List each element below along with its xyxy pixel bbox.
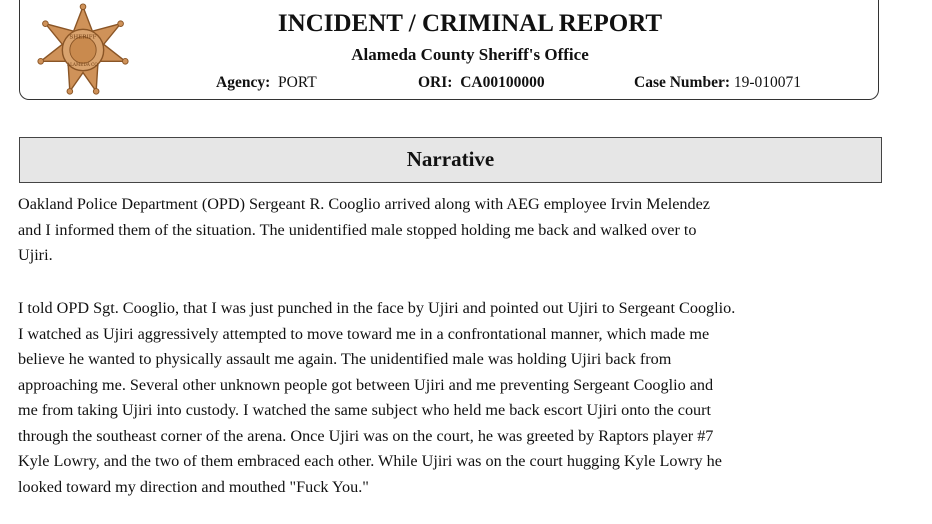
narrative-line: and I informed them of the situation. The unidentified male stopped holding me back and walked over to bbox=[18, 220, 697, 239]
narrative-line: Oakland Police Department (OPD) Sergeant R. Cooglio arrived along with AEG employee Irvin Melendez bbox=[18, 195, 710, 213]
narrative-line: Kyle Lowry, and the two of them embraced each other. While Ujiri was on the court hugging Kyle Lowry he bbox=[18, 452, 722, 470]
narrative-line: through the southeast corner of the arena. Once Ujiri was on the court, he was greeted by Raptors player #7 bbox=[18, 426, 714, 445]
narrative-line: believe he wanted to physically assault me again. The unidentified male was holding Ujiri back from bbox=[18, 350, 672, 368]
narrative-line: I told OPD Sgt. Cooglio, that I was just punched in the face by Ujiri and pointed out Ujiri to Sergeant Cooglio. bbox=[18, 299, 736, 317]
report-title: INCIDENT / CRIMINAL REPORT bbox=[277, 10, 663, 37]
ori-value: CA00100000 bbox=[460, 74, 545, 91]
ori-label: ORI: bbox=[418, 74, 453, 91]
narrative-line: me from taking Ujiri into custody. I watched the same subject who held me back escort Ujiri onto the court bbox=[18, 401, 712, 419]
narrative-heading: Narrative bbox=[19, 137, 882, 183]
narrative-line: Ujiri. bbox=[18, 246, 53, 264]
ori-field bbox=[418, 74, 545, 92]
case-number-field bbox=[634, 74, 801, 92]
narrative-line: looked toward my direction and mouthed "Fuck You." bbox=[18, 477, 369, 496]
case-number-value: 19-010071 bbox=[733, 74, 802, 91]
badge-text-bottom: ALAMEDA CO. bbox=[67, 61, 99, 67]
case-number-label: Case Number: bbox=[634, 74, 730, 91]
badge-text-top: SHERIFF bbox=[69, 34, 97, 41]
narrative-paragraph-2 bbox=[18, 296, 918, 500]
sheriff-star-badge bbox=[34, 3, 132, 97]
agency-field bbox=[216, 74, 317, 92]
narrative-paragraph-1 bbox=[18, 192, 918, 269]
narrative-line: approaching me. Several other unknown people got between Ujiri and me preventing Sergeant Cooglio and bbox=[18, 375, 714, 394]
report-subtitle: Alameda County Sheriff's Office bbox=[351, 45, 589, 64]
agency-label: Agency: bbox=[216, 74, 271, 91]
narrative-line: I watched as Ujiri aggressively attempted to move toward me in a confrontational manner, which made me bbox=[18, 324, 710, 343]
agency-value: PORT bbox=[278, 74, 317, 91]
